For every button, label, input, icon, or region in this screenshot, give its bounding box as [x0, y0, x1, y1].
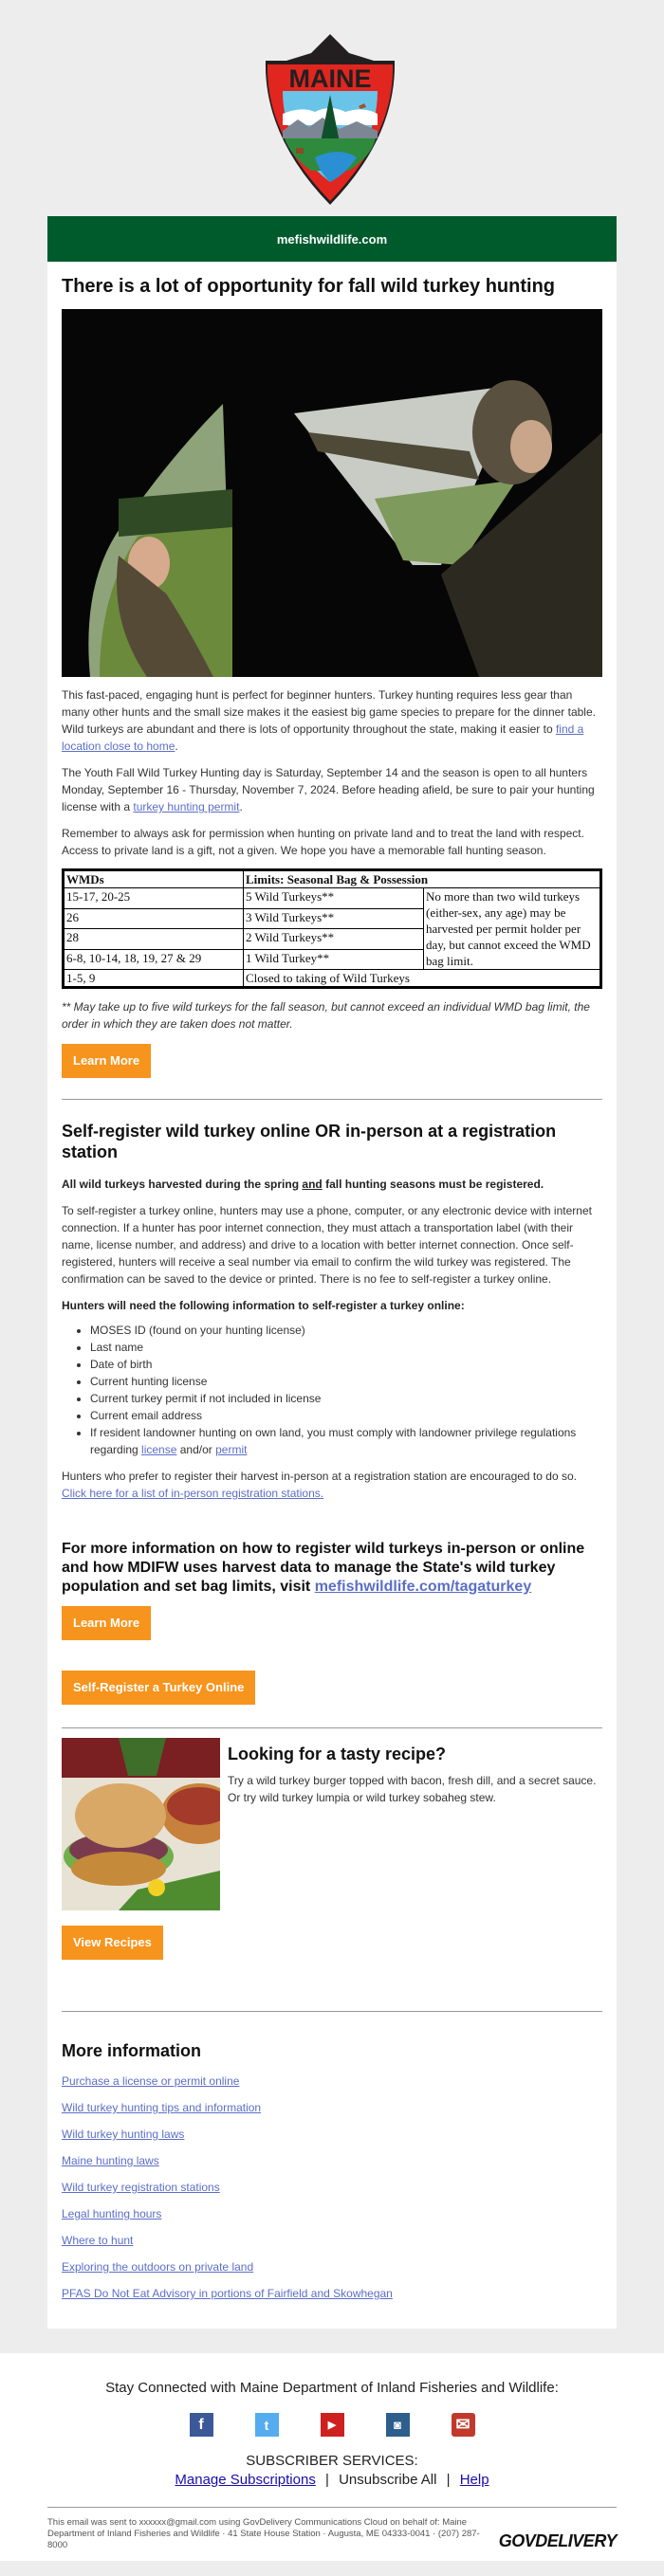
- link-hunting-tips[interactable]: Wild turkey hunting tips and information: [62, 2101, 262, 2114]
- list-item: • Last name: [90, 1339, 602, 1356]
- stay-connected-text: Stay Connected with Maine Department of Inland Fisheries and Wildlife:: [105, 2380, 559, 2396]
- limit-cell: 5 Wild Turkeys**: [244, 888, 424, 909]
- limit-cell: 2 Wild Turkeys**: [244, 929, 424, 950]
- recipe-title: Looking for a tasty recipe?: [228, 1745, 447, 1763]
- legal-footer: [47, 2507, 617, 2561]
- table-row: [64, 888, 601, 909]
- link-purchase-license[interactable]: Purchase a license or permit online: [62, 2074, 240, 2088]
- subscriber-services: [0, 2452, 664, 2490]
- wmd-cell: 28: [64, 929, 244, 950]
- needs-list: [90, 1322, 602, 1458]
- view-recipes-button[interactable]: View Recipes: [62, 1926, 163, 1960]
- intro-paragraph: This fast-paced, engaging hunt is perfect for beginner hunters. Turkey hunting requires less gear than many other hunts and the small size makes it the easiest big game species to prepare for the dinner table. Wild turkeys are abundant and there is lots of opportunity throughout the state, making it easier to find a location close to home.: [62, 688, 596, 753]
- social-links: [0, 2413, 664, 2437]
- registration-required-notice: All wild turkeys harvested during the spring and fall hunting seasons must be registered.: [62, 1178, 544, 1191]
- bag-limit-footnote: ** May take up to five wild turkeys for the fall season, but cannot exceed an individual WMD bag limit, the order in which they are taken does not matter.: [62, 1000, 590, 1031]
- link-turkey-laws[interactable]: Wild turkey hunting laws: [62, 2128, 185, 2141]
- email-header: [0, 0, 664, 216]
- list-item: • Current turkey permit if not included in license: [90, 1390, 602, 1407]
- learn-more-button-2[interactable]: Learn More: [62, 1606, 151, 1640]
- section-title-fall-hunting: There is a lot of opportunity for fall wild turkey hunting: [62, 276, 555, 297]
- hero-image-hunting-blind: [62, 309, 602, 677]
- in-person-paragraph: Hunters who prefer to register their harvest in-person at a registration station are encouraged to do so. Click here for a list of in-person registration stations.: [62, 1470, 577, 1500]
- divider: [62, 1099, 602, 1100]
- more-info-callout: For more information on how to register wild turkeys in-person or online and how MDIFW uses harvest data to manage the State's wild turkey population and set bag limits, visit mefishwildlife.com/tagaturkey: [62, 1541, 585, 1595]
- tagaturkey-link[interactable]: mefishwildlife.com/tagaturkey: [314, 1579, 532, 1595]
- turkey-burger-image: [62, 1738, 220, 1910]
- wmd-cell: 1-5, 9: [64, 970, 244, 988]
- more-info-title: More information: [62, 2041, 201, 2060]
- divider: [62, 2011, 602, 2012]
- site-link[interactable]: mefishwildlife.com: [276, 231, 388, 247]
- separator: |: [446, 2472, 451, 2488]
- learn-more-button[interactable]: Learn More: [62, 1044, 151, 1078]
- list-item: • Date of birth: [90, 1356, 602, 1373]
- link-pfas-advisory[interactable]: PFAS Do Not Eat Advisory in portions of Fairfield and Skowhegan: [62, 2287, 393, 2300]
- site-banner: [47, 216, 617, 262]
- email-body: [47, 216, 617, 2329]
- separator: |: [325, 2472, 329, 2488]
- find-location-link[interactable]: find a location close to home: [62, 722, 584, 753]
- permission-paragraph: Remember to always ask for permission when hunting on private land and to treat the land with respect. Access to private land is a gift, not a given. We hope you have a memorable fall hunting season.: [62, 827, 584, 857]
- more-info-links: [62, 2074, 602, 2300]
- wmd-cell: 15-17, 20-25: [64, 888, 244, 909]
- manage-subscriptions-link[interactable]: Manage Subscriptions: [175, 2472, 316, 2488]
- landowner-permit-link[interactable]: permit: [215, 1443, 248, 1456]
- section-title-register: Self-register wild turkey online OR in-person at a registration station: [62, 1122, 557, 1161]
- help-link[interactable]: Help: [459, 2472, 489, 2488]
- email-icon[interactable]: ✉: [452, 2413, 475, 2437]
- list-item: • Current hunting license: [90, 1373, 602, 1390]
- limit-cell: Closed to taking of Wild Turkeys: [244, 970, 601, 988]
- needs-title: Hunters will need the following information to self-register a turkey online:: [62, 1299, 465, 1312]
- registration-stations-link[interactable]: Click here for a list of in-person registration stations.: [62, 1487, 324, 1500]
- daily-limit-note: No more than two wild turkeys (either-sex, any age) may be harvested per permit holder per day, but cannot exceed the WMD bag limit.: [424, 888, 601, 970]
- recipe-block: [62, 1738, 602, 1910]
- link-where-to-hunt[interactable]: Where to hunt: [62, 2234, 134, 2247]
- landowner-license-link[interactable]: license: [141, 1443, 177, 1456]
- list-item: • MOSES ID (found on your hunting license): [90, 1322, 602, 1339]
- self-register-online-button[interactable]: Self-Register a Turkey Online: [62, 1671, 255, 1705]
- table-header-row: [64, 870, 601, 888]
- wmd-cell: 6-8, 10-14, 18, 19, 27 & 29: [64, 949, 244, 970]
- maine-ifw-logo[interactable]: [254, 32, 406, 207]
- recipe-description: Try a wild turkey burger topped with bacon, fresh dill, and a secret sauce. Or try wild turkey lumpia or wild turkey sobaheg stew.: [228, 1774, 597, 1804]
- twitter-icon[interactable]: t: [255, 2413, 279, 2437]
- hunters-blind-illustration: [62, 309, 602, 677]
- link-registration-stations[interactable]: Wild turkey registration stations: [62, 2181, 220, 2194]
- instagram-icon[interactable]: ◙: [386, 2413, 410, 2437]
- legal-text: This email was sent to xxxxxx@gmail.com using GovDelivery Communications Cloud on behalf of: Maine Department of Inland Fisheries and Wildlife · 41 State House Station · Augusta, ME 04333-0041 · (207) 287-8000: [47, 2517, 480, 2550]
- wmd-cell: 26: [64, 908, 244, 929]
- table-header-limits: Limits: Seasonal Bag & Possession: [244, 870, 601, 888]
- table-header-wmds: WMDs: [64, 870, 244, 888]
- self-register-paragraph: To self-register a turkey online, hunters may use a phone, computer, or any electronic device with internet connection. If a hunter has poor internet connection, they must attach a transportation label (with their name, license number, and address) and drive to a location with better internet connection. Once self-registered, hunters will receive a seal number via email to confirm the wild turkey was registered. The confirmation can be saved to the device or printed. There is no fee to self-register a turkey online.: [62, 1204, 592, 1286]
- govdelivery-logo[interactable]: GOVDELIVERY: [498, 2531, 617, 2550]
- subscriber-services-label: SUBSCRIBER SERVICES:: [246, 2453, 418, 2469]
- svg-text:MAINE: MAINE: [288, 64, 372, 93]
- list-item: • Current email address: [90, 1407, 602, 1424]
- limit-cell: 3 Wild Turkeys**: [244, 908, 424, 929]
- unsubscribe-all-link[interactable]: Unsubscribe All: [339, 2472, 437, 2488]
- season-dates-paragraph: The Youth Fall Wild Turkey Hunting day is Saturday, September 14 and the season is open to all hunters Monday, September 16 - Thursday, November 7, 2024. Before heading afield, be sure to pair your hunting license with a turkey hunting permit.: [62, 766, 595, 813]
- link-maine-laws[interactable]: Maine hunting laws: [62, 2154, 159, 2167]
- bag-limit-table: [62, 868, 602, 989]
- link-legal-hours[interactable]: Legal hunting hours: [62, 2207, 162, 2220]
- youtube-icon[interactable]: ▶: [321, 2413, 344, 2437]
- limit-cell: 1 Wild Turkey**: [244, 949, 424, 970]
- facebook-icon[interactable]: f: [190, 2413, 213, 2437]
- divider: [62, 1727, 602, 1728]
- table-row: [64, 970, 601, 988]
- turkey-permit-link[interactable]: turkey hunting permit: [133, 800, 240, 813]
- link-private-land[interactable]: Exploring the outdoors on private land: [62, 2260, 254, 2274]
- burger-illustration: [62, 1738, 220, 1910]
- email-footer: [0, 2353, 664, 2561]
- list-item: • If resident landowner hunting on own land, you must comply with landowner privilege regulations regarding license and/or permit: [90, 1424, 602, 1458]
